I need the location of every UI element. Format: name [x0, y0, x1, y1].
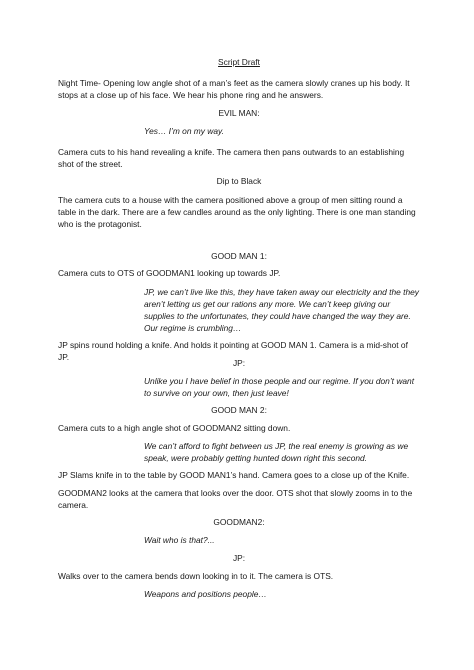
character-name: EVIL MAN: [218, 108, 260, 118]
script-title: Script Draft [218, 57, 260, 67]
action-line: Walks over to the camera bends down looking in to it. The camera is OTS. [58, 571, 334, 581]
action-line: Camera cuts to a high angle shot of GOODMAN2 sitting down. [58, 423, 291, 433]
dialogue-line: We can’t afford to fight between us JP, the real enemy is growing as we speak, were probably getting hunted down right this second. [144, 441, 409, 463]
action-line: Night Time- Opening low angle shot of a man’s feet as the camera slowly cranes up his body. It stops at a close up of his face. We hear his phone ring and he answers. [58, 78, 410, 100]
dialogue-line: Yes… I’m on my way. [144, 126, 224, 136]
transition-line: Dip to Black [216, 176, 262, 186]
dialogue-line: JP, we can’t live like this, they have taken away our electricity and the they aren’t letting us get our rations any more. We can’t keep giving our supplies to the unfortunates, they could have changed the way they are. Our regime is crumbling… [144, 287, 419, 333]
dialogue-line: Unlike you I have belief in those people and our regime. If you don’t want to survive on your own, then just leave! [144, 376, 415, 398]
character-name: GOOD MAN 1: [211, 251, 267, 261]
character-name: GOODMAN2: [213, 517, 265, 527]
action-line: Camera cuts to his hand revealing a knife. The camera then pans outwards to an establishing shot of the street. [58, 147, 405, 169]
action-line: JP Slams knife in to the table by GOOD MAN1’s hand. Camera goes to a close up of the Knife. [58, 470, 410, 480]
dialogue-line: Wait who is that?... [144, 535, 215, 545]
action-line: GOODMAN2 looks at the camera that looks over the door. OTS shot that slowly zooms in to the camera. [58, 488, 413, 510]
character-name: JP: [232, 358, 246, 368]
action-line: Camera cuts to OTS of GOODMAN1 looking up towards JP. [58, 268, 281, 278]
action-line: The camera cuts to a house with the camera positioned above a group of men sitting round a table in the dark. There are a few candles around as the only lighting. There is one man standing who is the protagonist. [58, 195, 416, 229]
action-line: JP spins round holding a knife. And holds it pointing at GOOD MAN 1. Camera is a mid-shot of JP. [58, 340, 408, 362]
character-name: GOOD MAN 2: [211, 405, 267, 415]
dialogue-line: Weapons and positions people… [144, 589, 267, 599]
character-name: JP: [232, 553, 246, 563]
